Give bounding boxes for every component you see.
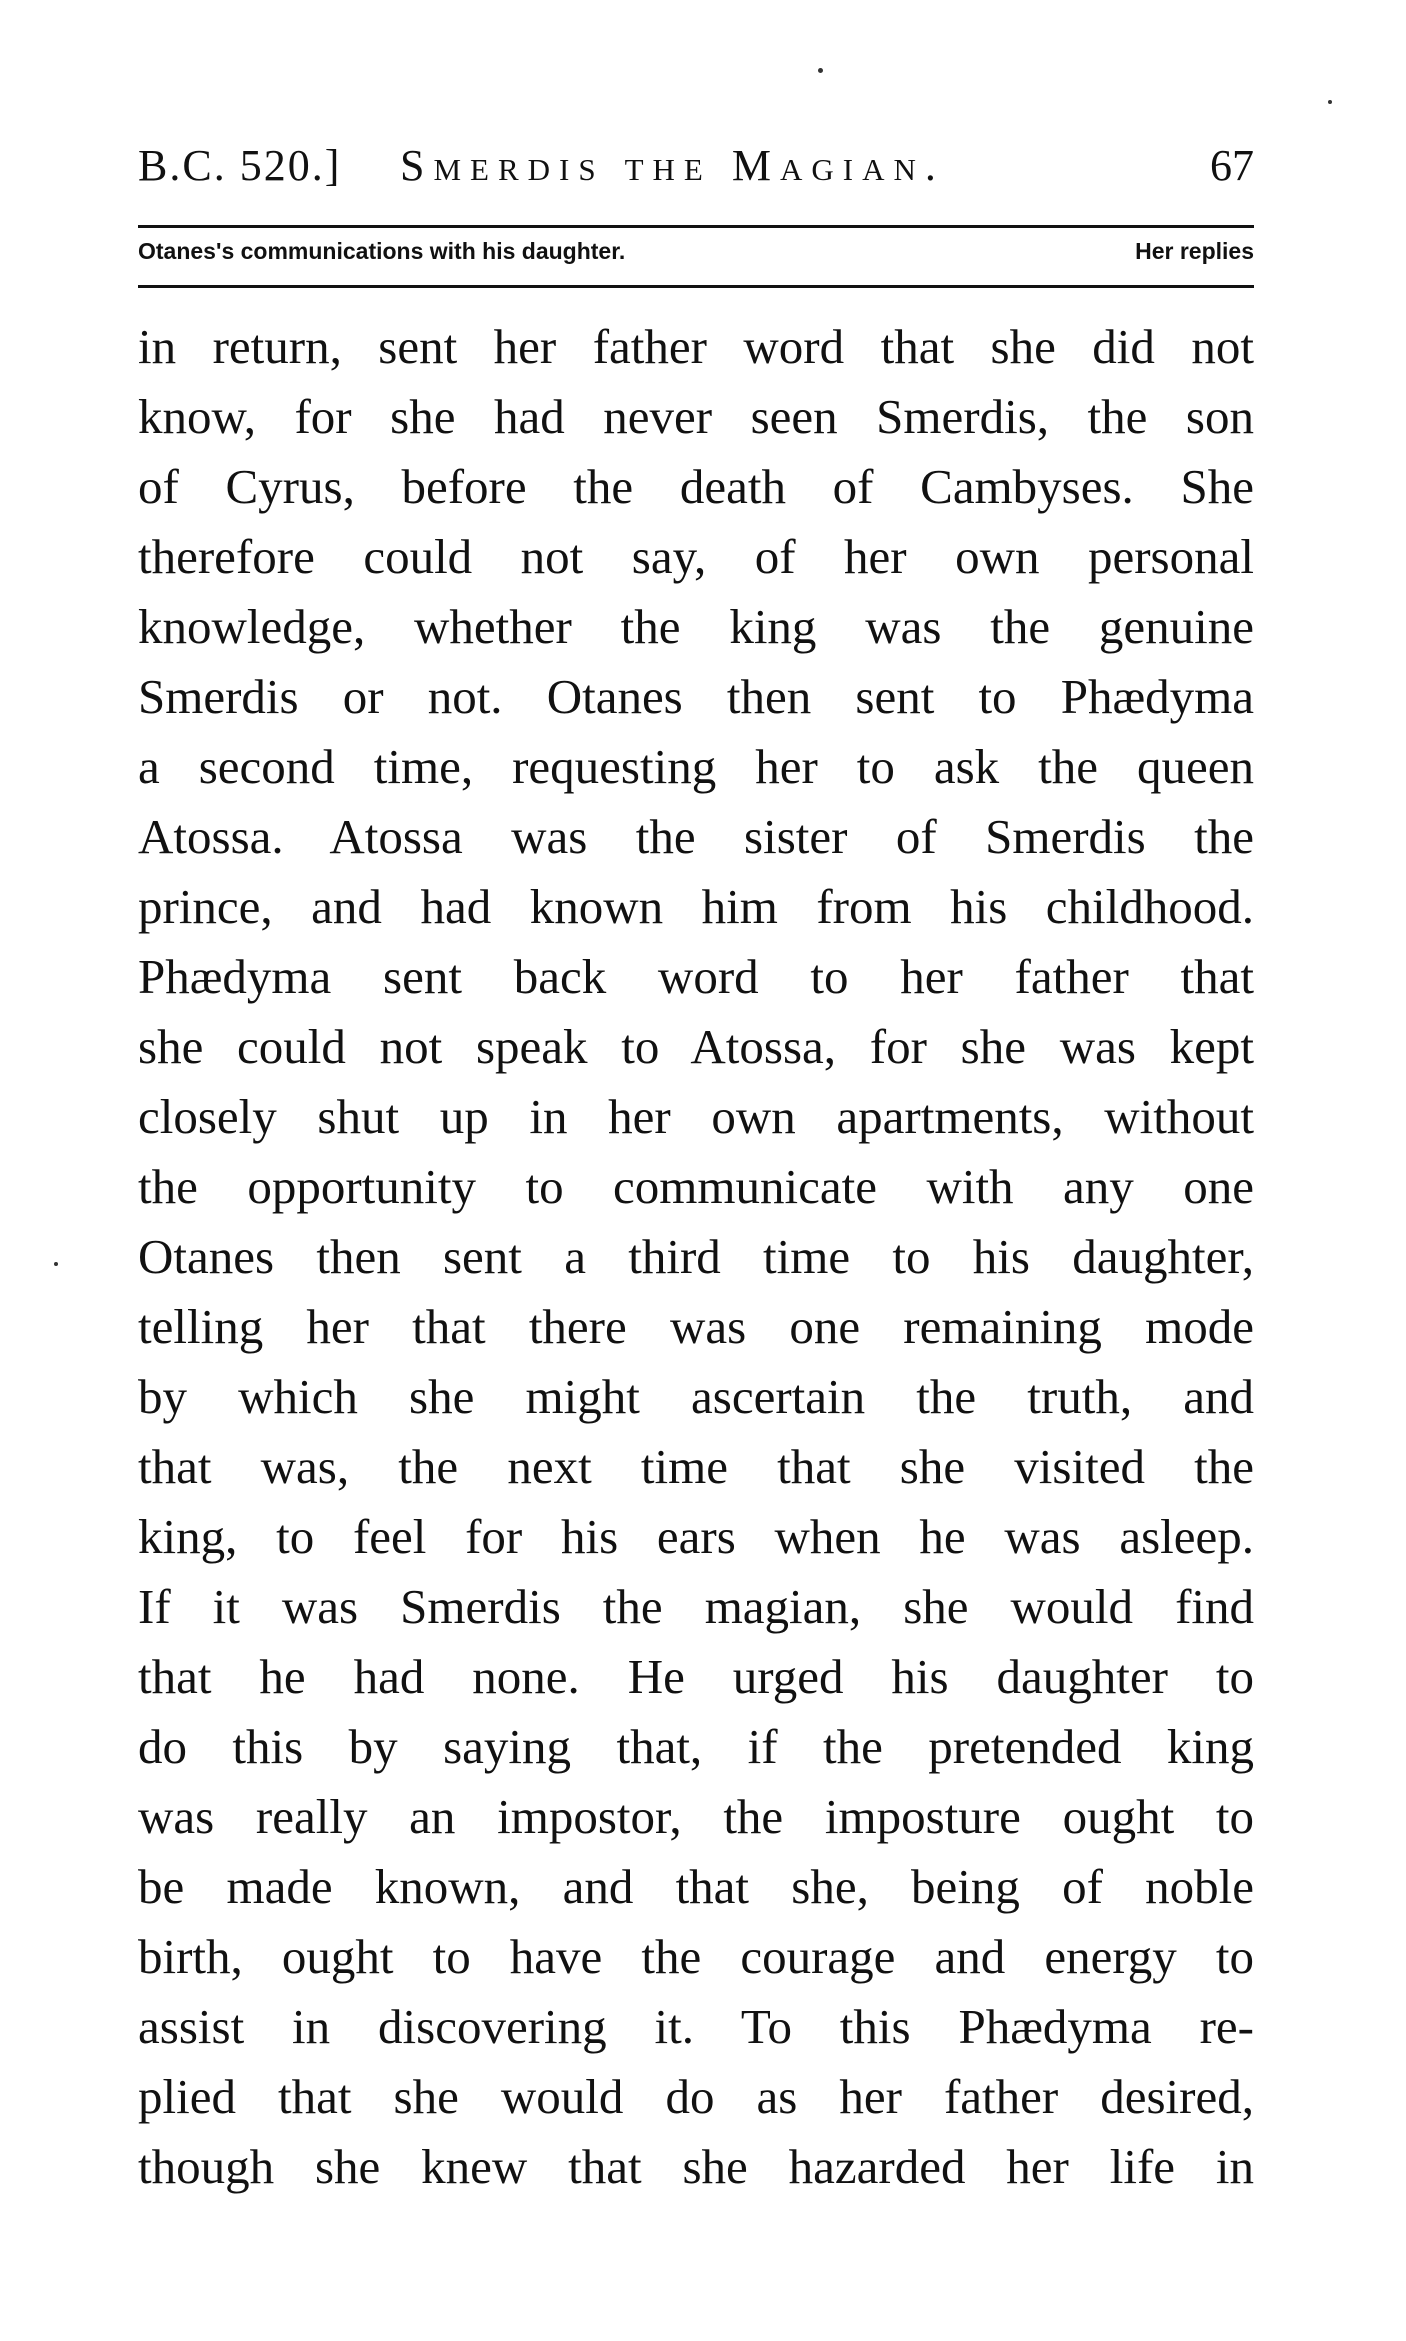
print-speck [1328,100,1332,104]
text-line: a second time, requesting her to ask the queen [138,739,1254,794]
text-line: plied that she would do as her father desired, [138,2069,1254,2124]
text-line: though she knew that she hazarded her life in [138,2139,1254,2194]
header-rule-bottom [138,285,1254,288]
text-line: assist in discovering it. To this Phædyma re- [138,1999,1254,2054]
text-line: prince, and had known him from his childhood. [138,879,1254,934]
page-number: 67 [1210,141,1254,190]
side-notes [138,238,1254,278]
print-speck [54,1262,58,1266]
text-line: in return, sent her father word that she did not [138,319,1254,374]
text-line: birth, ought to have the courage and energy to [138,1929,1254,1984]
text-line: that he had none. He urged his daughter to [138,1649,1254,1704]
text-line: closely shut up in her own apartments, without [138,1089,1254,1144]
text-line: Smerdis or not. Otanes then sent to Phædyma [138,669,1254,724]
text-line: do this by saying that, if the pretended king [138,1719,1254,1774]
text-line: by which she might ascertain the truth, and [138,1369,1254,1424]
side-note-right: Her replies [1135,238,1254,264]
text-line: Atossa. Atossa was the sister of Smerdis the [138,809,1254,864]
text-line: If it was Smerdis the magian, she would find [138,1579,1254,1634]
header-date: B.C. 520.] [138,141,342,190]
body-text [138,312,1254,2202]
text-line: king, to feel for his ears when he was asleep. [138,1509,1254,1564]
text-line: that was, the next time that she visited the [138,1439,1254,1494]
header-title: Smerdis the Magian. [400,141,945,190]
text-line: know, for she had never seen Smerdis, the son [138,389,1254,444]
text-line: of Cyrus, before the death of Cambyses. She [138,459,1254,514]
text-line: Otanes then sent a third time to his daughter, [138,1229,1254,1284]
side-note-left: Otanes's communications with his daughter. [138,238,626,264]
text-line: be made known, and that she, being of noble [138,1859,1254,1914]
text-line: was really an impostor, the imposture ought to [138,1789,1254,1844]
header-rule-top [138,225,1254,228]
print-speck [818,68,823,73]
text-line: she could not speak to Atossa, for she was kept [138,1019,1254,1074]
text-line: therefore could not say, of her own personal [138,529,1254,584]
text-line: the opportunity to communicate with any one [138,1159,1254,1214]
text-line: Phædyma sent back word to her father that [138,949,1254,1004]
text-line: knowledge, whether the king was the genuine [138,599,1254,654]
running-head [138,140,1254,200]
text-line: telling her that there was one remaining mode [138,1299,1254,1354]
